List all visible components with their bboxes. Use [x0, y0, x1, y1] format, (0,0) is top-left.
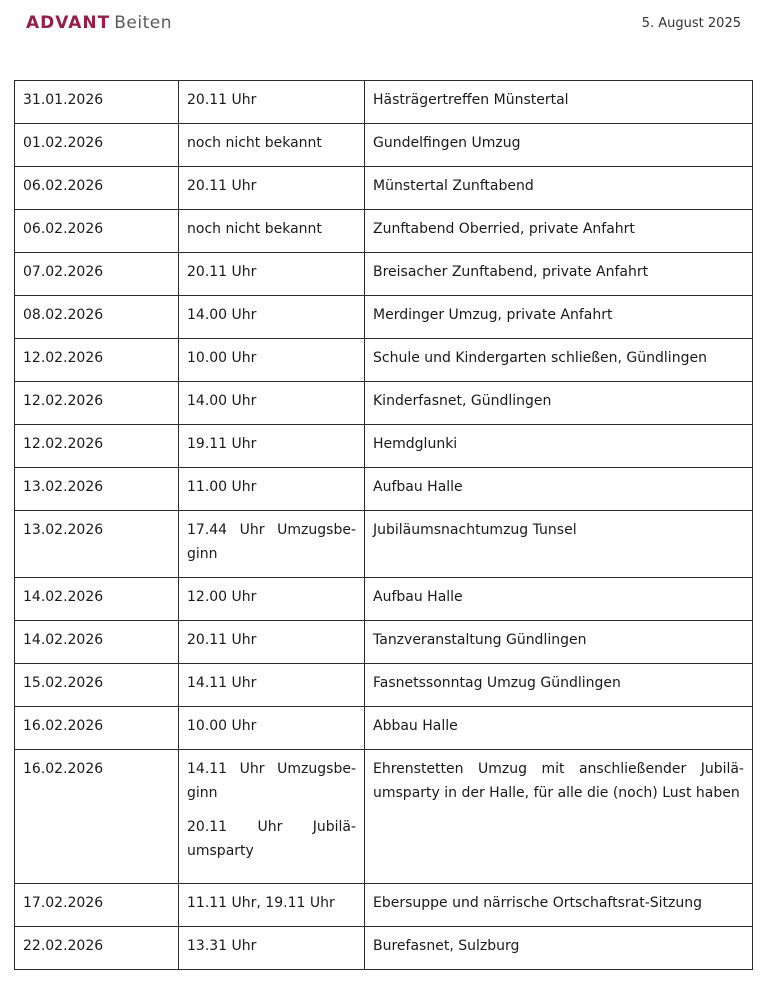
event-cell: Gundelfingen Umzug	[365, 124, 753, 167]
table-row	[15, 167, 753, 210]
event-cell: Tanzveranstaltung Gündlingen	[365, 621, 753, 664]
event-cell: Aufbau Halle	[365, 468, 753, 511]
date-cell: 06.02.2026	[15, 167, 179, 210]
event-cell: Aufbau Halle	[365, 578, 753, 621]
table-row	[15, 124, 753, 167]
table-row	[15, 750, 753, 884]
event-cell: Ebersuppe und närrische Ortschaftsrat-Sitzung	[365, 884, 753, 927]
date-cell: 07.02.2026	[15, 253, 179, 296]
time-entry: 14.11 Uhr Umzugsbe-ginn	[187, 761, 356, 801]
page-header	[26, 12, 741, 34]
table-row	[15, 425, 753, 468]
date-cell: 12.02.2026	[15, 339, 179, 382]
time-entry: 20.11 Uhr Jubilä-umsparty	[187, 819, 356, 859]
date-cell: 13.02.2026	[15, 468, 179, 511]
event-cell: Zunftabend Oberried, private Anfahrt	[365, 210, 753, 253]
table-row	[15, 707, 753, 750]
date-cell: 22.02.2026	[15, 927, 179, 970]
date-cell: 12.02.2026	[15, 382, 179, 425]
time-cell: 10.00 Uhr	[179, 339, 365, 382]
time-cell: 12.00 Uhr	[179, 578, 365, 621]
table-row	[15, 382, 753, 425]
date-cell: 12.02.2026	[15, 425, 179, 468]
table-row	[15, 621, 753, 664]
time-cell: 11.11 Uhr, 19.11 Uhr	[179, 884, 365, 927]
date-cell: 15.02.2026	[15, 664, 179, 707]
date-cell: 16.02.2026	[15, 707, 179, 750]
time-cell: 14.00 Uhr	[179, 296, 365, 339]
table-row	[15, 664, 753, 707]
time-cell: 20.11 Uhr	[179, 621, 365, 664]
date-cell: 31.01.2026	[15, 81, 179, 124]
date-cell: 14.02.2026	[15, 578, 179, 621]
time-cell: 14.00 Uhr	[179, 382, 365, 425]
company-logo	[26, 12, 172, 34]
event-cell: Hästrägertreffen Münstertal	[365, 81, 753, 124]
table-row	[15, 884, 753, 927]
time-cell: 20.11 Uhr	[179, 167, 365, 210]
time-cell	[179, 750, 365, 884]
table-row	[15, 468, 753, 511]
table-row	[15, 296, 753, 339]
event-cell: Hemdglunki	[365, 425, 753, 468]
event-cell: Kinderfasnet, Gündlingen	[365, 382, 753, 425]
date-cell: 17.02.2026	[15, 884, 179, 927]
event-cell: Merdinger Umzug, private Anfahrt	[365, 296, 753, 339]
time-cell: 13.31 Uhr	[179, 927, 365, 970]
time-cell: 20.11 Uhr	[179, 253, 365, 296]
time-cell: 19.11 Uhr	[179, 425, 365, 468]
time-cell	[179, 511, 365, 578]
date-cell: 13.02.2026	[15, 511, 179, 578]
date-cell: 08.02.2026	[15, 296, 179, 339]
table-row	[15, 81, 753, 124]
table-row	[15, 511, 753, 578]
date-cell: 16.02.2026	[15, 750, 179, 884]
table-row	[15, 339, 753, 382]
time-cell: 10.00 Uhr	[179, 707, 365, 750]
time-entry: 17.44 Uhr Umzugsbe-ginn	[187, 522, 356, 562]
event-text: Ehrenstetten Umzug mit anschließender Jubilä-umsparty in der Halle, für alle die (noch) Lust haben	[373, 761, 744, 801]
date-cell: 01.02.2026	[15, 124, 179, 167]
event-cell: Schule und Kindergarten schließen, Gündlingen	[365, 339, 753, 382]
document-date: 5. August 2025	[641, 16, 741, 31]
table-row	[15, 578, 753, 621]
date-cell: 06.02.2026	[15, 210, 179, 253]
event-cell: Breisacher Zunftabend, private Anfahrt	[365, 253, 753, 296]
table-row	[15, 210, 753, 253]
time-cell: 11.00 Uhr	[179, 468, 365, 511]
logo-sub-text: Beiten	[114, 13, 173, 33]
event-cell: Fasnetssonntag Umzug Gündlingen	[365, 664, 753, 707]
table-row	[15, 927, 753, 970]
table-row	[15, 253, 753, 296]
event-cell: Burefasnet, Sulzburg	[365, 927, 753, 970]
event-cell: Abbau Halle	[365, 707, 753, 750]
logo-brand-text: ADVANT	[26, 13, 111, 33]
time-cell: noch nicht bekannt	[179, 124, 365, 167]
event-cell: Münstertal Zunftabend	[365, 167, 753, 210]
time-cell: noch nicht bekannt	[179, 210, 365, 253]
date-cell: 14.02.2026	[15, 621, 179, 664]
time-cell: 20.11 Uhr	[179, 81, 365, 124]
event-cell	[365, 750, 753, 884]
time-cell: 14.11 Uhr	[179, 664, 365, 707]
event-schedule-table	[14, 80, 753, 970]
event-cell: Jubiläumsnachtumzug Tunsel	[365, 511, 753, 578]
